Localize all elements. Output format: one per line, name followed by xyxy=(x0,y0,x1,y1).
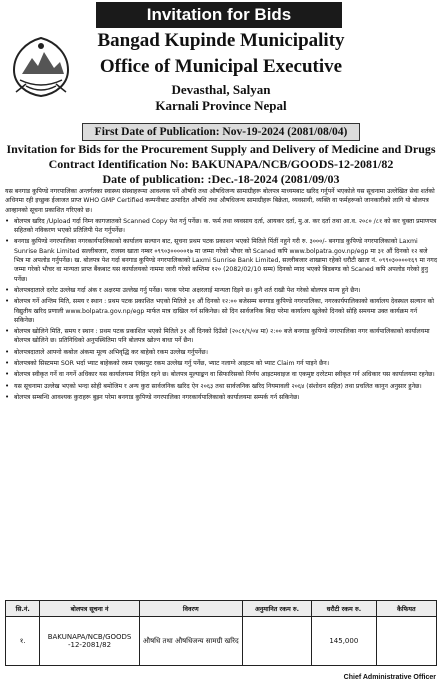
bullet-icon: • xyxy=(5,285,10,294)
bullet-item xyxy=(5,348,437,357)
col-header-notice-no: बोलपत्र सूचना नं xyxy=(40,601,139,617)
bullet-item xyxy=(5,359,437,368)
office-name: Office of Municipal Executive xyxy=(99,56,343,77)
cell-remarks xyxy=(376,617,436,666)
bullet-item xyxy=(5,382,437,391)
office-location: Devasthal, Salyan xyxy=(171,82,271,97)
bid-table xyxy=(5,600,437,666)
banner-title: Invitation for Bids xyxy=(96,2,342,28)
municipality-name: Bangad Kupinde Municipality xyxy=(97,30,345,51)
bullet-text: बोलपत्र सम्बन्धि आवश्यक कुराहरू बुझ्न परेमा बनगाड कुपिण्डे नगरपालिका नगरकार्यपालिकाको कार्यालयमा सम्पर्क गर्न सकिनेछ। xyxy=(14,393,300,401)
bullet-item xyxy=(5,237,437,283)
bullet-text: बोलपत्र स्वीकृत गर्ने वा नगर्ने अधिकार यस कार्यालयमा निहित रहने छ। बोलपत्र मूल्याङ्कन वा सिफारिसको निर्णय आइटमवाइज वा एकमुष्ट दररेटमा स्वीकृत गर्न अधिकार यस कार्यालयमा रहनेछ। xyxy=(14,371,435,379)
col-header-description: विवरण xyxy=(139,601,242,617)
notice-body xyxy=(5,187,437,404)
bullet-icon: • xyxy=(5,381,10,390)
bullet-text: बोलपत्र खरिद /Upload गर्दा निम्न कागजातको Scanned Copy पेश गर्नु पर्नेछ। क. फर्म तथा व्यवसाय दर्ता, आयकर दर्ता, मु.अ. कर दर्ता तथा आ.व. २०८० /८१ को कर चुक्ता प्रमाणपत्र सहितको नविकरण भएको प्रतिलिपी पेश गर्नुपर्नेछ। xyxy=(14,217,437,235)
col-header-remarks: कैफियत xyxy=(376,601,436,617)
bullet-item xyxy=(5,217,437,236)
bullet-text: बोलपत्र गर्ने अन्तिम मिति, समय र स्थान : प्रथम पटक प्रकाशित भएको मितिले ३१ औं दिनको १२:०० बजेसम्म बनगाड कुपिण्डे नगरपालिका, नगरकार्यपालिकाको कार्यालय देवस्थल सल्यान को विद्युतीय खरिद प्रणाली www.bolpatra.gov.np/egp मार्फत मात्र दाखिल गर्न सकिनेछ। सो दिन सार्वजनिक बिदा परेमा कार्यालय खुलेको दिनको सोहि समयमा उक्त कार्यक्रम गर्न सकिनेछ। xyxy=(14,298,434,324)
bullet-item xyxy=(5,286,437,295)
bullet-text: बोलपत्रदाताले आफ्नो कबोल अंकमा मूल्य अभिवृद्धि कर बाहेको रकम उल्लेख गर्नुपर्नेछ। xyxy=(14,348,208,356)
cell-serial: १. xyxy=(6,617,40,666)
col-header-estimated-amount: अनुमानित रकम रु. xyxy=(243,601,312,617)
table-header-row xyxy=(6,601,437,617)
contract-identification: Contract Identification No: BAKUNAPA/NCB/GOODS-12-2081/82 xyxy=(48,157,394,171)
bullet-icon: • xyxy=(5,359,10,368)
bullet-text: बोलपत्र खोलिने मिति, समय र स्थान : प्रथम पटक प्रकाशित भएको मितिले ३१ औं दिनको दिउँसो (२०८१/९/०४ मा) २:०० बजे बनगाड कुपिण्डे नगरपालिका नगर कार्यपालिकाको कार्यालयमा बोलपत्र खोलिने छ। प्रतिनिधिको अनुपस्थितिमा पनि बोलपत्र खोल्न बाधा पर्ने छैन। xyxy=(14,328,430,345)
cell-security-amount: 145,000 xyxy=(311,617,376,666)
intro-paragraph: यस बनगाड कुपिण्डे नगरपालिका अन्तर्गतका स्वास्थ्य संस्थाहरूमा आवश्यक पर्ने औषधि तथा औषधिजन्य सामाग्रीहरू बोलपत्र माध्यमबाट खरिद गर्नुपर्ने भएकोले यस सूचनामा उल्लेखित सेवा शर्तको अधिनमा रही इच्छुक ईजाजत प्राप्त WHO GMP Certified कम्पनीबाट उत्पादित औषधि तथा औषधिजन्य सामाग्रीहरू बिक्रेता, व्यवसायी, व्यक्ति वा फर्महरूको जानकारीको लागि यो बोलपत्र आव्हानको सूचना प्रकाशित गरिएको छ। xyxy=(5,188,435,214)
bullet-text: बनगाड कुपिण्डे नगरपालिका नगरकार्यपालिकाको कार्यालय सल्यान बाट, सूचना प्रथम पटक प्रकाशन भएको मितिले पिंतीं नहुने गरी रु. ३०००/- बनगाड कुपिण्डे नगरपालिकाको Laxmi Sunrise Bank Limited सल्लीबजार, राजस्व खाता नम्बर ०९९०३०००००१७ मा जम्मा गरेको भौचर को Scaned कपि www.bolpatra.gov.np/egp मा ३१ औं दिनको १२ बजे भित्र मा अपलोड गर्नुपर्नेछ। ख. बोलपत्र पेश गर्दा बनगाड कुपिण्डे नगरपालिकाको Laxmi Sunrise Bank Limited, सल्लीबजार शाखामा रहेको धरौटी खाता नं. ०९९०३००००१६९ मा नगद जम्मा गरेको भौचर वा मान्यता प्राप्त बैंकबाट यस कार्यालयको नाममा जारी गरेको कम्तिमा १२० (2082/02/10 सम्म) दिनको म्याद भएको बिडबण्ड को Scaned कपि अपलोड गरेको हुनु पर्नेछ। xyxy=(14,238,437,283)
bullet-icon: • xyxy=(5,370,10,379)
bullet-item xyxy=(5,327,437,346)
bullet-icon: • xyxy=(5,347,10,356)
bullet-icon: • xyxy=(5,392,10,401)
bullet-item xyxy=(5,370,437,379)
bullet-text: यस सूचनामा उल्लेख भएको भन्दा सोही बमोजिम र अन्य कुरा सार्वजनिक खरिद ऐन २०६३ तथा सार्वजनिक खरिद नियमावली २०६४ (संशोधन सहित) तथा प्रचलित कानुन अनुसार हुनेछ। xyxy=(14,382,422,390)
bullet-text: बोलपत्रको सिस्टममा SOR भर्दा भ्याट बाहेकको रकम एक्सपुट रकम उल्लेख गर्नु पर्नेछ, भ्याट नलाग्ने आइटम को भ्याट Claim गर्न पाइने छैन। xyxy=(14,360,330,368)
invitation-title: Invitation for Bids for the Procurement Supply and Delivery of Medicine and Drugs xyxy=(6,142,436,156)
cell-estimated-amount xyxy=(243,617,312,666)
col-header-security-amount: धरौटी रकम रु. xyxy=(311,601,376,617)
province-name: Karnali Province Nepal xyxy=(155,98,287,113)
publication-date: Date of publication: :Dec.-18-2024 (2081/09/03 xyxy=(102,172,340,186)
bullet-icon: • xyxy=(5,237,10,246)
bullet-text: बोलपत्रदाताले दररेट उल्लेख गर्दा अंक र अक्षरमा उल्लेख गर्नु पर्नेछ। फरक परेमा अक्षरलाई मान्यता दिइने छ। कुनै शर्त राखी पेश गरेको बोलपत्र मान्य हुने छैन। xyxy=(14,286,361,294)
first-publication-date: First Date of Publication: Nov-19-2024 (2081/08/04) xyxy=(82,123,360,141)
bullet-icon: • xyxy=(5,216,10,225)
cell-description: औषधि तथा औषधिजन्य सामग्री खरिद xyxy=(139,617,242,666)
cell-notice-no: BAKUNAPA/NCB/GOODS -12-2081/82 xyxy=(40,617,139,666)
signature-title: Chief Administrative Officer xyxy=(343,674,436,681)
table-row xyxy=(6,617,437,666)
col-header-serial: सि.नं. xyxy=(6,601,40,617)
bullet-icon: • xyxy=(5,327,10,336)
bullet-item xyxy=(5,393,437,402)
bullet-item xyxy=(5,297,437,325)
bullet-icon: • xyxy=(5,297,10,306)
